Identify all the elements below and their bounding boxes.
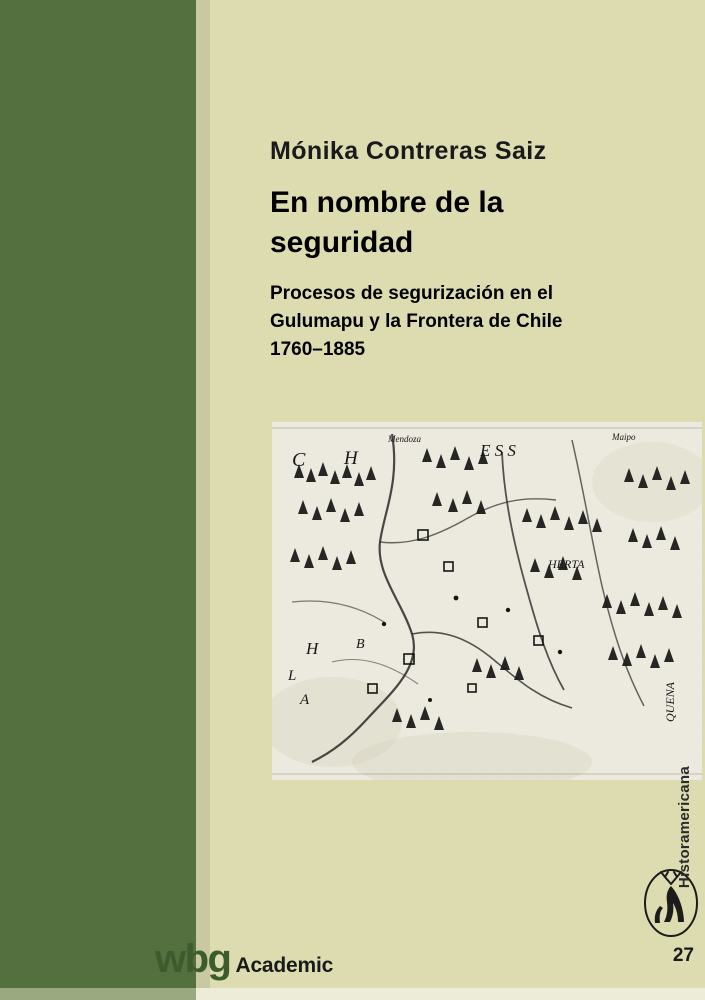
series-name: Historamericana bbox=[676, 765, 693, 888]
publisher-logo bbox=[155, 937, 334, 981]
title-line-1: En nombre de la bbox=[270, 186, 504, 219]
subtitle-line-2: Gulumapu y la Frontera de Chile bbox=[270, 311, 563, 332]
subtitle-line-1: Procesos de segurización en el bbox=[270, 283, 553, 304]
spine-green-band bbox=[0, 0, 196, 1000]
historical-map-illustration bbox=[272, 422, 702, 780]
svg-text:E S S: E S S bbox=[480, 441, 516, 460]
book-title bbox=[270, 183, 670, 263]
svg-text:A: A bbox=[300, 692, 310, 708]
svg-text:HERTA: HERTA bbox=[548, 557, 585, 571]
svg-text:L: L bbox=[288, 668, 297, 684]
author-name: Mónika Contreras Saiz bbox=[270, 137, 547, 165]
title-line-2: seguridad bbox=[270, 226, 414, 259]
svg-text:Mendoza: Mendoza bbox=[388, 434, 421, 444]
bottom-strip-spine bbox=[0, 988, 196, 1000]
svg-text:H: H bbox=[306, 639, 319, 658]
map-drawing bbox=[272, 422, 702, 780]
svg-text:Maipo: Maipo bbox=[612, 432, 636, 442]
publisher-mark: wbg bbox=[155, 937, 231, 981]
svg-text:C: C bbox=[292, 449, 306, 471]
book-subtitle bbox=[270, 280, 660, 364]
spine-shadow bbox=[196, 0, 210, 1000]
svg-text:H: H bbox=[344, 448, 358, 469]
publisher-imprint: Academic bbox=[235, 954, 334, 977]
svg-text:QUENA: QUENA bbox=[663, 682, 677, 722]
series-number: 27 bbox=[672, 945, 694, 966]
subtitle-line-3: 1760–1885 bbox=[270, 339, 366, 360]
svg-text:B: B bbox=[356, 637, 365, 652]
